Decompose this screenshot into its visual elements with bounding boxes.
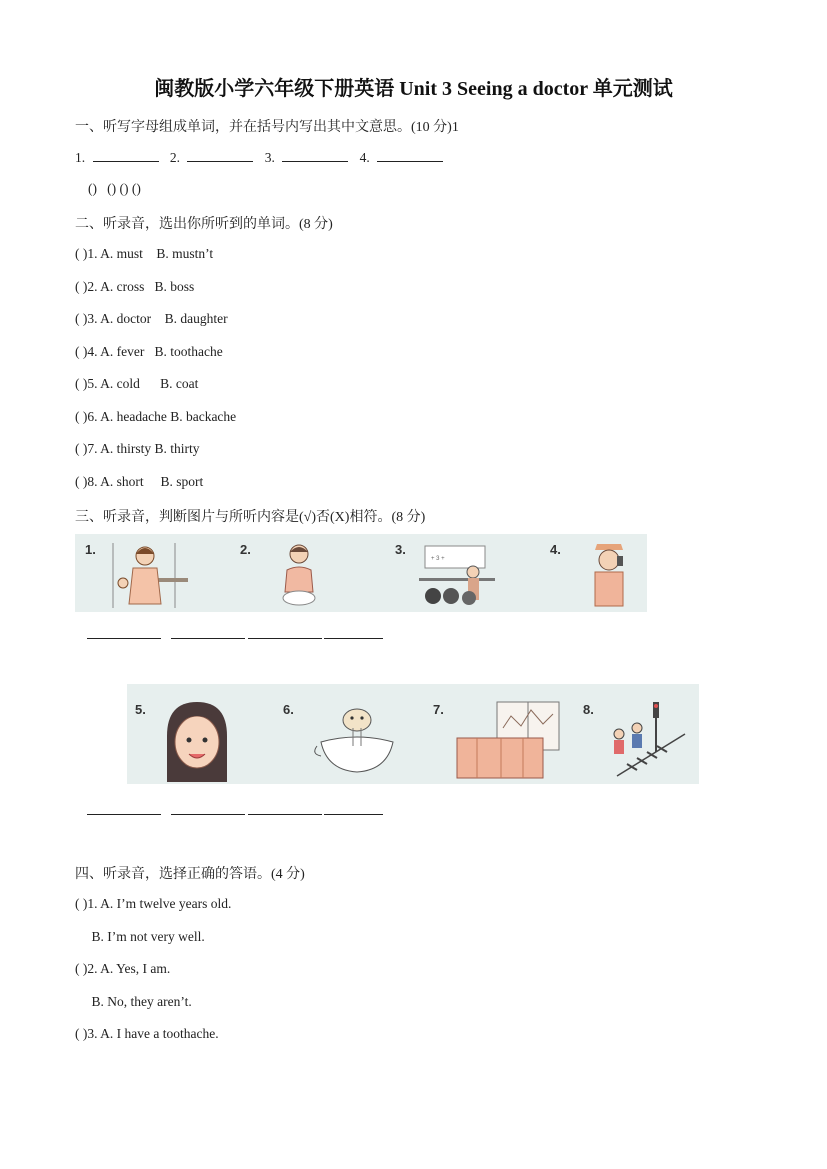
sofa-by-window-illustration xyxy=(447,698,567,782)
picture-number: 6. xyxy=(283,702,294,717)
part2-item: ( )5. A. cold B. coat xyxy=(75,376,199,391)
answer-blank-picture-5[interactable] xyxy=(87,802,161,815)
picture-strip-1 xyxy=(75,534,647,612)
part4-line: ( )2. A. Yes, I am. xyxy=(75,961,171,976)
part2-heading: 二、听录音，选出你所听到的单词。(8 分) xyxy=(75,217,333,232)
answer-blank-picture-2[interactable] xyxy=(171,626,245,639)
picture-number: 2. xyxy=(240,542,251,557)
answer-blank-picture-4[interactable] xyxy=(324,626,383,639)
part4-line: ( )1. A. I’m twelve years old. xyxy=(75,896,232,911)
answer-blank-1[interactable] xyxy=(93,150,159,162)
answer-blank-picture-1[interactable] xyxy=(87,626,161,639)
picture-number: 4. xyxy=(550,542,561,557)
blank-label-1: 1. xyxy=(75,150,86,165)
answer-blank-2[interactable] xyxy=(187,150,253,162)
picture-strip-2 xyxy=(127,684,699,784)
part2-item: ( )8. A. short B. sport xyxy=(75,474,204,489)
part2-item: ( )1. A. must B. mustn’t xyxy=(75,246,214,261)
answer-blank-picture-7[interactable] xyxy=(248,802,322,815)
picture-number: 1. xyxy=(85,542,96,557)
part1-blank-row xyxy=(75,150,443,166)
part4-line: B. I’m not very well. xyxy=(78,929,205,944)
part4-heading: 四、听录音，选择正确的答语。(4 分) xyxy=(75,867,305,882)
girl-at-classroom-illustration xyxy=(103,538,193,610)
picture-number: 3. xyxy=(395,542,406,557)
svg-text:+ 3 +: + 3 + xyxy=(431,556,445,562)
answer-blank-3[interactable] xyxy=(282,150,348,162)
part1-heading: 一、听写字母组成单词，并在括号内写出其中文意思。(10 分)1 xyxy=(75,120,459,135)
child-sitting-illustration xyxy=(275,540,325,610)
blank-label-2: 2. xyxy=(169,150,180,165)
part3-heading: 三、听录音，判断图片与所听内容是(√)否(X)相符。(8 分) xyxy=(75,510,426,525)
answer-blank-4[interactable] xyxy=(377,150,443,162)
crossing-road-illustration xyxy=(597,694,692,780)
part2-item: ( )4. A. fever B. toothache xyxy=(75,344,223,359)
part2-item: ( )2. A. cross B. boss xyxy=(75,279,195,294)
part4-line: B. No, they aren’t. xyxy=(78,994,192,1009)
page-title: 闽教版小学六年级下册英语 Unit 3 Seeing a doctor 单元测试 xyxy=(154,78,673,100)
hamster-in-bowl-illustration xyxy=(307,698,407,778)
part2-item: ( )3. A. doctor B. daughter xyxy=(75,311,228,326)
smiling-girl-illustration xyxy=(157,696,237,782)
boy-on-phone-illustration xyxy=(587,540,632,610)
part1-parentheses: () () () () xyxy=(88,181,141,196)
answer-blank-picture-6[interactable] xyxy=(171,802,245,815)
blank-label-4: 4. xyxy=(359,150,370,165)
part4-line: ( )3. A. I have a toothache. xyxy=(75,1026,219,1041)
picture-number: 5. xyxy=(135,702,146,717)
part2-item: ( )6. A. headache B. backache xyxy=(75,409,237,424)
answer-blank-picture-3[interactable] xyxy=(248,626,322,639)
answer-blank-picture-8[interactable] xyxy=(324,802,383,815)
picture-number: 8. xyxy=(583,702,594,717)
blank-label-3: 3. xyxy=(264,150,275,165)
teacher-and-students-illustration xyxy=(415,540,500,610)
part2-item: ( )7. A. thirsty B. thirty xyxy=(75,441,200,456)
picture-number: 7. xyxy=(433,702,444,717)
